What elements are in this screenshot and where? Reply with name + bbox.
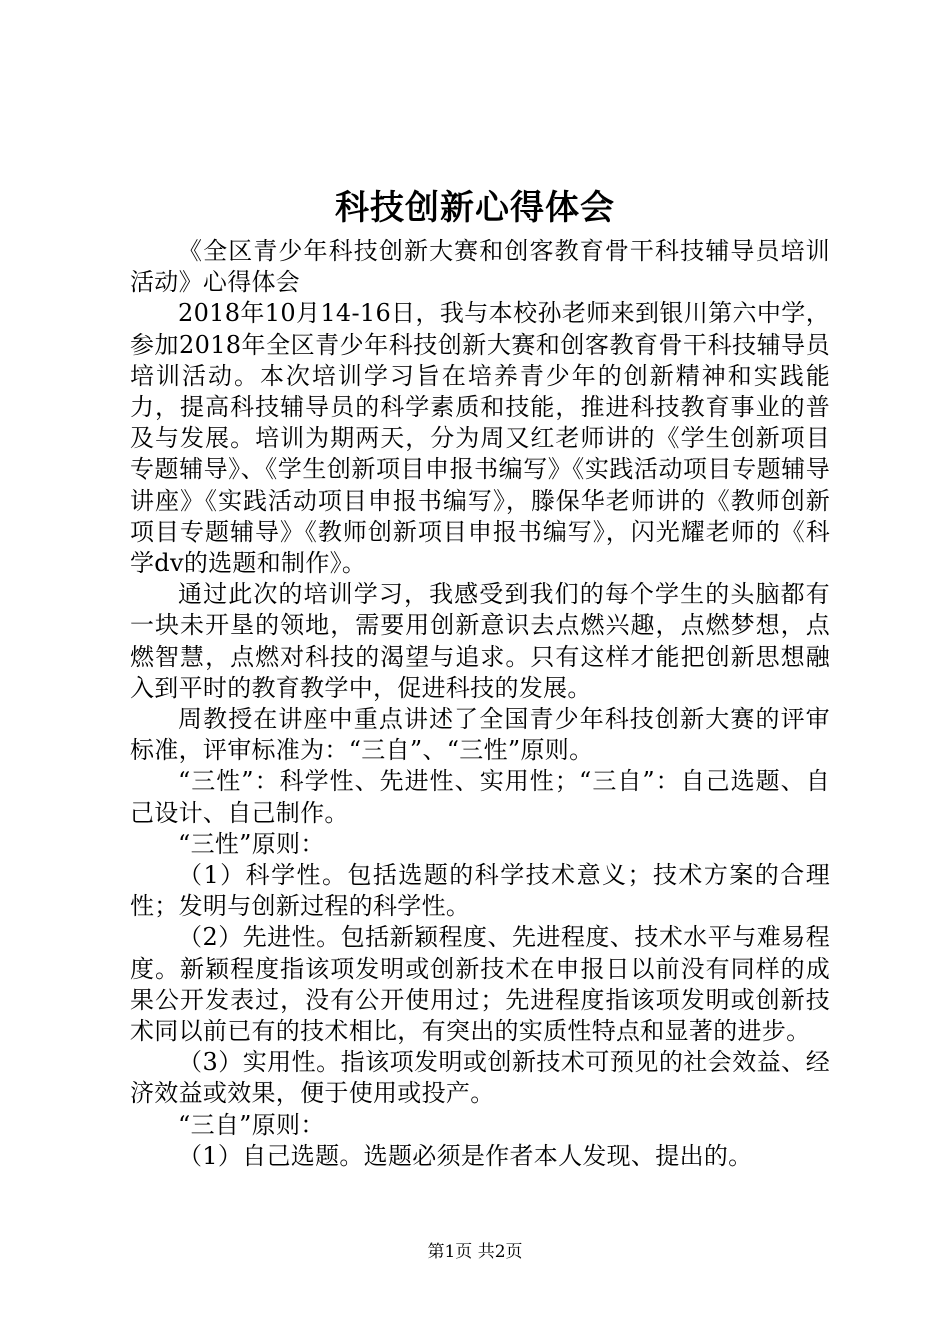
document-body (130, 236, 830, 1172)
document-title: 科技创新心得体会 (335, 188, 615, 228)
page-number: 第1页 共2页 (427, 1242, 523, 1262)
paragraph: 周教授在讲座中重点讲述了全国青少年科技创新大赛的评审标准，评审标准为：“三自”、“三性”原则。 (130, 705, 830, 765)
paragraph: 2018年10月14-16日，我与本校孙老师来到银川第六中学，参加2018年全区青少年科技创新大赛和创客教育骨干科技辅导员培训活动。本次培训学习旨在培养青少年的创新精神和实践能力，提高科技辅导员的科学素质和技能，推进科技教育事业的普及与发展。培训为期两天，分为周又红老师讲的《学生创新项目专题辅导》、《学生创新项目申报书编写》《实践活动项目专题辅导讲座》《实践活动项目申报书编写》，滕保华老师讲的《教师创新项目专题辅导》《教师创新项目申报书编写》，闪光耀老师的《科学dv的选题和制作》。 (130, 299, 830, 578)
paragraph: （3）实用性。指该项发明或创新技术可预见的社会效益、经济效益或效果，便于使用或投产。 (130, 1048, 830, 1108)
paragraph: “三性”：科学性、先进性、实用性；“三自”：自己选题、自己设计、自己制作。 (130, 767, 830, 827)
paragraph: “三自”原则： (178, 1110, 325, 1139)
paragraph: （2）先进性。包括新颖程度、先进程度、技术水平与难易程度。新颖程度指该项发明或创新技术在申报日以前没有同样的成果公开发表过，没有公开使用过；先进程度指该项发明或创新技术同以前已有的技术相比，有突出的实质性特点和显著的进步。 (130, 923, 830, 1046)
paragraph: 通过此次的培训学习，我感受到我们的每个学生的头脑都有一块未开垦的领地，需要用创新意识去点燃兴趣，点燃梦想，点燃智慧，点燃对科技的渴望与追求。只有这样才能把创新思想融入到平时的教育教学中，促进科技的发展。 (130, 580, 830, 702)
paragraph: 《全区青少年科技创新大赛和创客教育骨干科技辅导员培训活动》心得体会 (130, 237, 830, 297)
paragraph: （1）科学性。包括选题的科学技术意义；技术方案的合理性；发明与创新过程的科学性。 (130, 861, 830, 921)
paragraph: （1）自己选题。选题必须是作者本人发现、提出的。 (178, 1141, 753, 1170)
paragraph: “三性”原则： (178, 829, 325, 858)
